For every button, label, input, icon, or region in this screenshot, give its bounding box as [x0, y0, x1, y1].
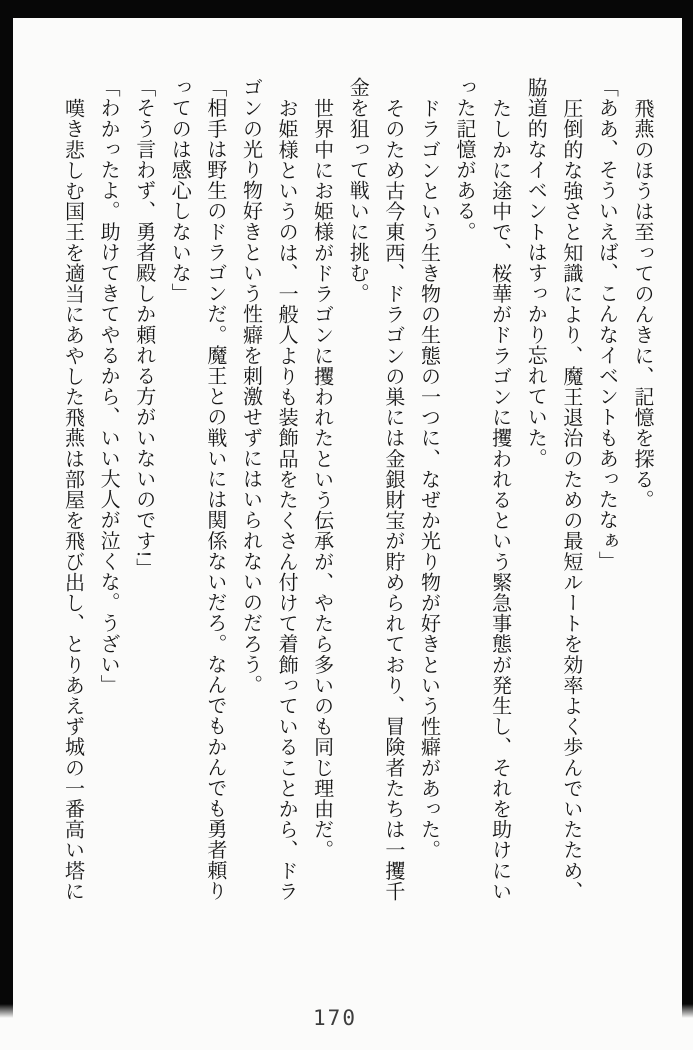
text-column: 圧倒的な強さと知識により、魔王退治のための最短ルートを効率よく歩んでいたため、 [559, 98, 582, 902]
text-column: そのため古今東西、ドラゴンの巣には金銀財宝が貯められており、冒険者たちは一攫千 [381, 98, 404, 902]
text-column: ってのは感心しないな」 [168, 77, 191, 304]
scan-border-right [682, 0, 693, 1004]
text-column: たしかに途中で、桜華がドラゴンに攫われるという緊急事態が発生し、それを助けにい [488, 98, 511, 902]
text-column: ゴンの光り物好きという性癖を刺激せずにはいられないのだろう。 [239, 77, 262, 695]
text-column: 「ああ、そういえば、こんなイベントもあったなぁ」 [595, 77, 618, 572]
text-column: ドラゴンという生き物の生態の一つに、なぜか光り物が好きという性癖があった。 [417, 98, 440, 861]
text-column: 「わかったよ。助けてきてやるから、いい大人が泣くな。うざい」 [97, 77, 120, 695]
text-column: お姫様というのは、一般人よりも装飾品をたくさん付けて着飾っていることから、ドラ [275, 98, 298, 902]
text-column: 嘆き悲しむ国王を適当にあやした飛燕は部屋を飛び出し、とりあえず城の一番高い塔に [61, 98, 84, 902]
text-column: 「そう言わず、勇者殿しか頼れる方がいないのです!」 [132, 77, 155, 579]
page-number: 170 [313, 1006, 357, 1030]
scan-border-top [0, 0, 693, 18]
scan-border-left [0, 0, 13, 1004]
text-column: 脇道的なイベントはすっかり忘れていた。 [524, 77, 547, 469]
text-column: 「相手は野生のドラゴンだ。魔王との戦いには関係ないだろ。なんでもかんでも勇者頼り [203, 77, 226, 901]
vertical-text-body [54, 77, 659, 969]
text-column: 世界中にお姫様がドラゴンに攫われたという伝承が、やたら多いのも同じ理由だ。 [310, 98, 333, 861]
text-column: った記憶がある。 [453, 77, 476, 242]
text-column: 飛燕のほうは至ってのんきに、記憶を探る。 [631, 98, 653, 510]
text-column: 金を狙って戦いに挑む。 [346, 77, 369, 304]
